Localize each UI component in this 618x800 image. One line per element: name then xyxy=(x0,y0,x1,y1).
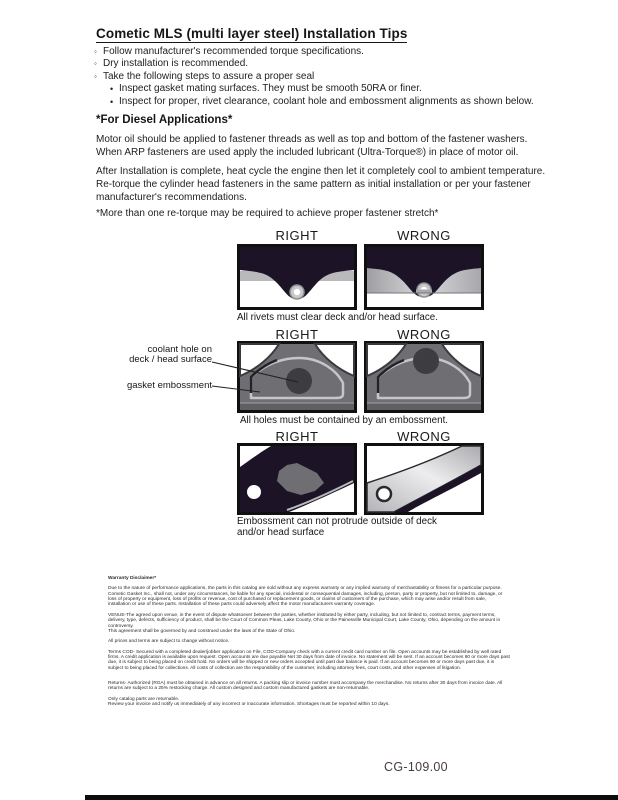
bullet-icon: ◦ xyxy=(94,71,97,81)
installation-tips-list xyxy=(94,46,546,108)
returns-paragraph: Returns- Authorized (RGA) must be obtained in advance on all returns. A packing slip or invoice number must accompany the merchandise. No returns after 30 days from invoice date. All returns are subject to a 25% restocking charge. All custom designed and custom manufactured gaskets are non-returnable. xyxy=(108,681,503,692)
caption-line: and/or head surface xyxy=(237,526,325,538)
list-item xyxy=(94,46,546,58)
annotation-leader-lines xyxy=(110,336,310,398)
list-item xyxy=(94,58,546,70)
governing-law-line: This agreement shall be governed by and construed under the laws of the State of Ohio. xyxy=(108,628,296,634)
deck-edge-wrong-diagram xyxy=(364,443,484,515)
page-title: Cometic MLS (multi layer steel) Installation Tips xyxy=(96,26,408,41)
warranty-disclaimer-heading: Warranty Disclaimer* xyxy=(108,576,157,581)
fig1-wrong-label: WRONG xyxy=(397,228,451,243)
caption-line: Embossment can not protrude outside of deck xyxy=(237,516,437,527)
bullet-icon: • xyxy=(110,84,114,95)
list-item-text: Dry installation is recommended. xyxy=(103,58,249,70)
list-item-text: Inspect gasket mating surfaces. They must be smooth 50RA or finer. xyxy=(119,83,422,95)
fig3-wrong-label: WRONG xyxy=(397,429,451,444)
bullet-icon: • xyxy=(110,96,114,107)
fig1-right-label: RIGHT xyxy=(275,228,319,243)
diesel-paragraph-oil: Motor oil should be applied to fastener threads as well as top and bottom of the fastener washers. When ARP fasteners are used apply the included lubricant (Ultra-Torque®) in place of motor oil. xyxy=(96,134,528,158)
fig2-right-label: RIGHT xyxy=(275,327,319,342)
catalog-returnable-line: Only catalog parts are returnable. xyxy=(108,696,180,702)
terms-cod-paragraph: Terms COD- Secured with a completed dealer/jobber application on File, COD-Company check with a current credit card number on file. Open accounts may be established by well rated firms. A credit application is available upon request. Open accounts are due payable Net 30 days from date of invoice. No statement will be sent. If an account becomes 60 or more days past due, it is subject to being placed on credit hold. No orders will be shipped or new orders accepted until past due balance is paid. If an account becomes 90 or more days past due, it is subject to being placed for collections. All costs of collection are the responsibility of the customer, including attorney fees, court costs, and other expenses of litigation. xyxy=(108,649,510,671)
prices-line: All prices and terms are subject to change without notice. xyxy=(108,639,230,645)
diesel-paragraph-heat-cycle: After Installation is complete, heat cycle the engine then let it completely cool to ambient temperature. Re-torque the cylinder head fasteners in the same pattern as initial installation or per your fastener manufacturer's recommendations. xyxy=(96,166,546,203)
fig2-caption: All holes must be contained by an embossment. xyxy=(240,415,449,426)
deck-edge-right-diagram xyxy=(237,443,357,515)
fig2-wrong-label: WRONG xyxy=(397,327,451,342)
list-item xyxy=(94,71,546,83)
review-invoice-line: Review your invoice and notify us immediately of any incorrect or inaccurate information. Shortages must be reported within 10 days. xyxy=(108,702,390,708)
list-item xyxy=(110,96,546,108)
venue-paragraph: VENUE-The agreed upon venue, in the event of dispute whatsoever between the parties, whether instituted by either party, including, but not limited to, contract terms, payment terms, delivery, type, defects, sufficiency of product, shall be the Court of Common Pleas, Lake County, Ohio or the Painesville Municipal Court, Lake County, Ohio, depending on the amount in controversy. xyxy=(108,612,501,629)
fig3-right-label: RIGHT xyxy=(275,429,319,444)
annotation-gasket-embossment: gasket embossment xyxy=(126,380,212,391)
diesel-section-heading: *For Diesel Applications* xyxy=(96,114,233,126)
bullet-icon: ◦ xyxy=(94,47,97,56)
rivet-clearance-right-diagram xyxy=(237,244,357,310)
rivet-clearance-wrong-diagram xyxy=(364,244,484,310)
page-bottom-edge xyxy=(85,795,618,800)
annotation-text: coolant hole on xyxy=(147,344,212,355)
warranty-paragraph: Due to the nature of performance applications, the parts in this catalog are sold without any express warranty or any implied warranty of merchantability or fitness for a particular purpose. Cometic Gasket Inc., shall not, under any circumstances, be liable for any special, incidental or consequential damages, including, person, party or property, but not limited to, damage, or loss of property or equipment, loss of profits or revenue, cost of purchased or replacement goods, or claims of customers of the purchase, which may arise and/or result from sale, installation or use of these parts. Installation of these parts could adversely affect the motor manufacturers warranty coverage. xyxy=(108,586,503,608)
fig3-caption xyxy=(237,517,507,539)
list-item-text: Take the following steps to assure a proper seal xyxy=(103,70,315,82)
embossment-wrong-diagram xyxy=(364,341,484,413)
legal-fine-print xyxy=(108,576,510,707)
page-code: CG-109.00 xyxy=(384,760,448,774)
annotation-text: deck / head surface xyxy=(129,354,212,366)
retorque-note: *More than one re-torque may be required to achieve proper fastener stretch* xyxy=(96,208,439,219)
bullet-icon: ◦ xyxy=(94,59,97,69)
list-item xyxy=(110,83,546,95)
list-item-text: Follow manufacturer's recommended torque specifications. xyxy=(103,46,364,57)
fig1-caption: All rivets must clear deck and/or head surface. xyxy=(237,312,438,323)
list-item-text: Inspect for proper, rivet clearance, coolant hole and embossment alignments as shown below. xyxy=(119,95,534,107)
